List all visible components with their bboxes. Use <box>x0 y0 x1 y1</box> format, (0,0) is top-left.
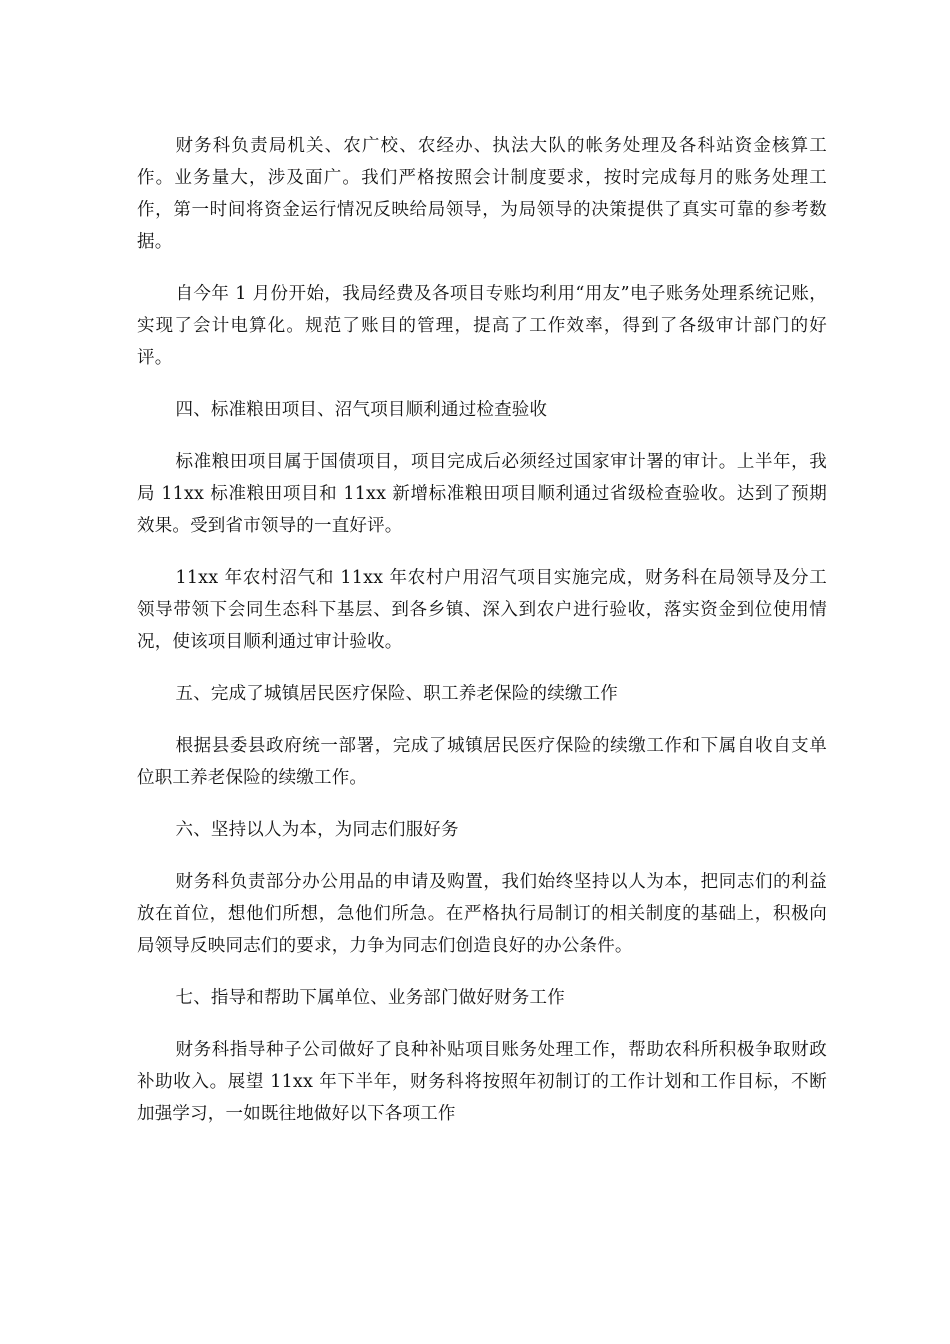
section-heading: 四、标准粮田项目、沼气项目顺利通过检查验收 <box>175 400 548 420</box>
section-heading: 六、坚持以人为本，为同志们服好务 <box>175 820 459 840</box>
document-body <box>137 130 827 1150</box>
paragraph: 标准粮田项目属于国债项目，项目完成后必须经过国家审计署的审计。上半年，我局 11xx 标准粮田项目和 11xx 新增标准粮田项目顺利通过省级检查验收。达到了预期效果。受到省市领导的一直好评。 <box>137 452 827 536</box>
paragraph: 自今年 1 月份开始，我局经费及各项目专账均利用“用友”电子账务处理系统记账，实现了会计电算化。规范了账目的管理，提高了工作效率，得到了各级审计部门的好评。 <box>137 284 827 368</box>
section-heading: 五、完成了城镇居民医疗保险、职工养老保险的续缴工作 <box>175 684 618 704</box>
paragraph: 根据县委县政府统一部署，完成了城镇居民医疗保险的续缴工作和下属自收自支单位职工养老保险的续缴工作。 <box>137 736 827 788</box>
paragraph: 财务科负责部分办公用品的申请及购置，我们始终坚持以人为本，把同志们的利益放在首位，想他们所想，急他们所急。在严格执行局制订的相关制度的基础上，积极向局领导反映同志们的要求，力争为同志们创造良好的办公条件。 <box>137 872 827 956</box>
paragraph: 财务科指导种子公司做好了良种补贴项目账务处理工作，帮助农科所积极争取财政补助收入。展望 11xx 年下半年，财务科将按照年初制订的工作计划和工作目标，不断加强学习，一如既往地做好以下各项工作 <box>137 1040 827 1124</box>
paragraph: 11xx 年农村沼气和 11xx 年农村户用沼气项目实施完成，财务科在局领导及分工领导带领下会同生态科下基层、到各乡镇、深入到农户进行验收，落实资金到位使用情况，使该项目顺利通过审计验收。 <box>137 568 827 652</box>
section-heading: 七、指导和帮助下属单位、业务部门做好财务工作 <box>175 988 565 1008</box>
paragraph: 财务科负责局机关、农广校、农经办、执法大队的帐务处理及各科站资金核算工作。业务量大，涉及面广。我们严格按照会计制度要求，按时完成每月的账务处理工作，第一时间将资金运行情况反映给局领导，为局领导的决策提供了真实可靠的参考数据。 <box>137 136 827 252</box>
